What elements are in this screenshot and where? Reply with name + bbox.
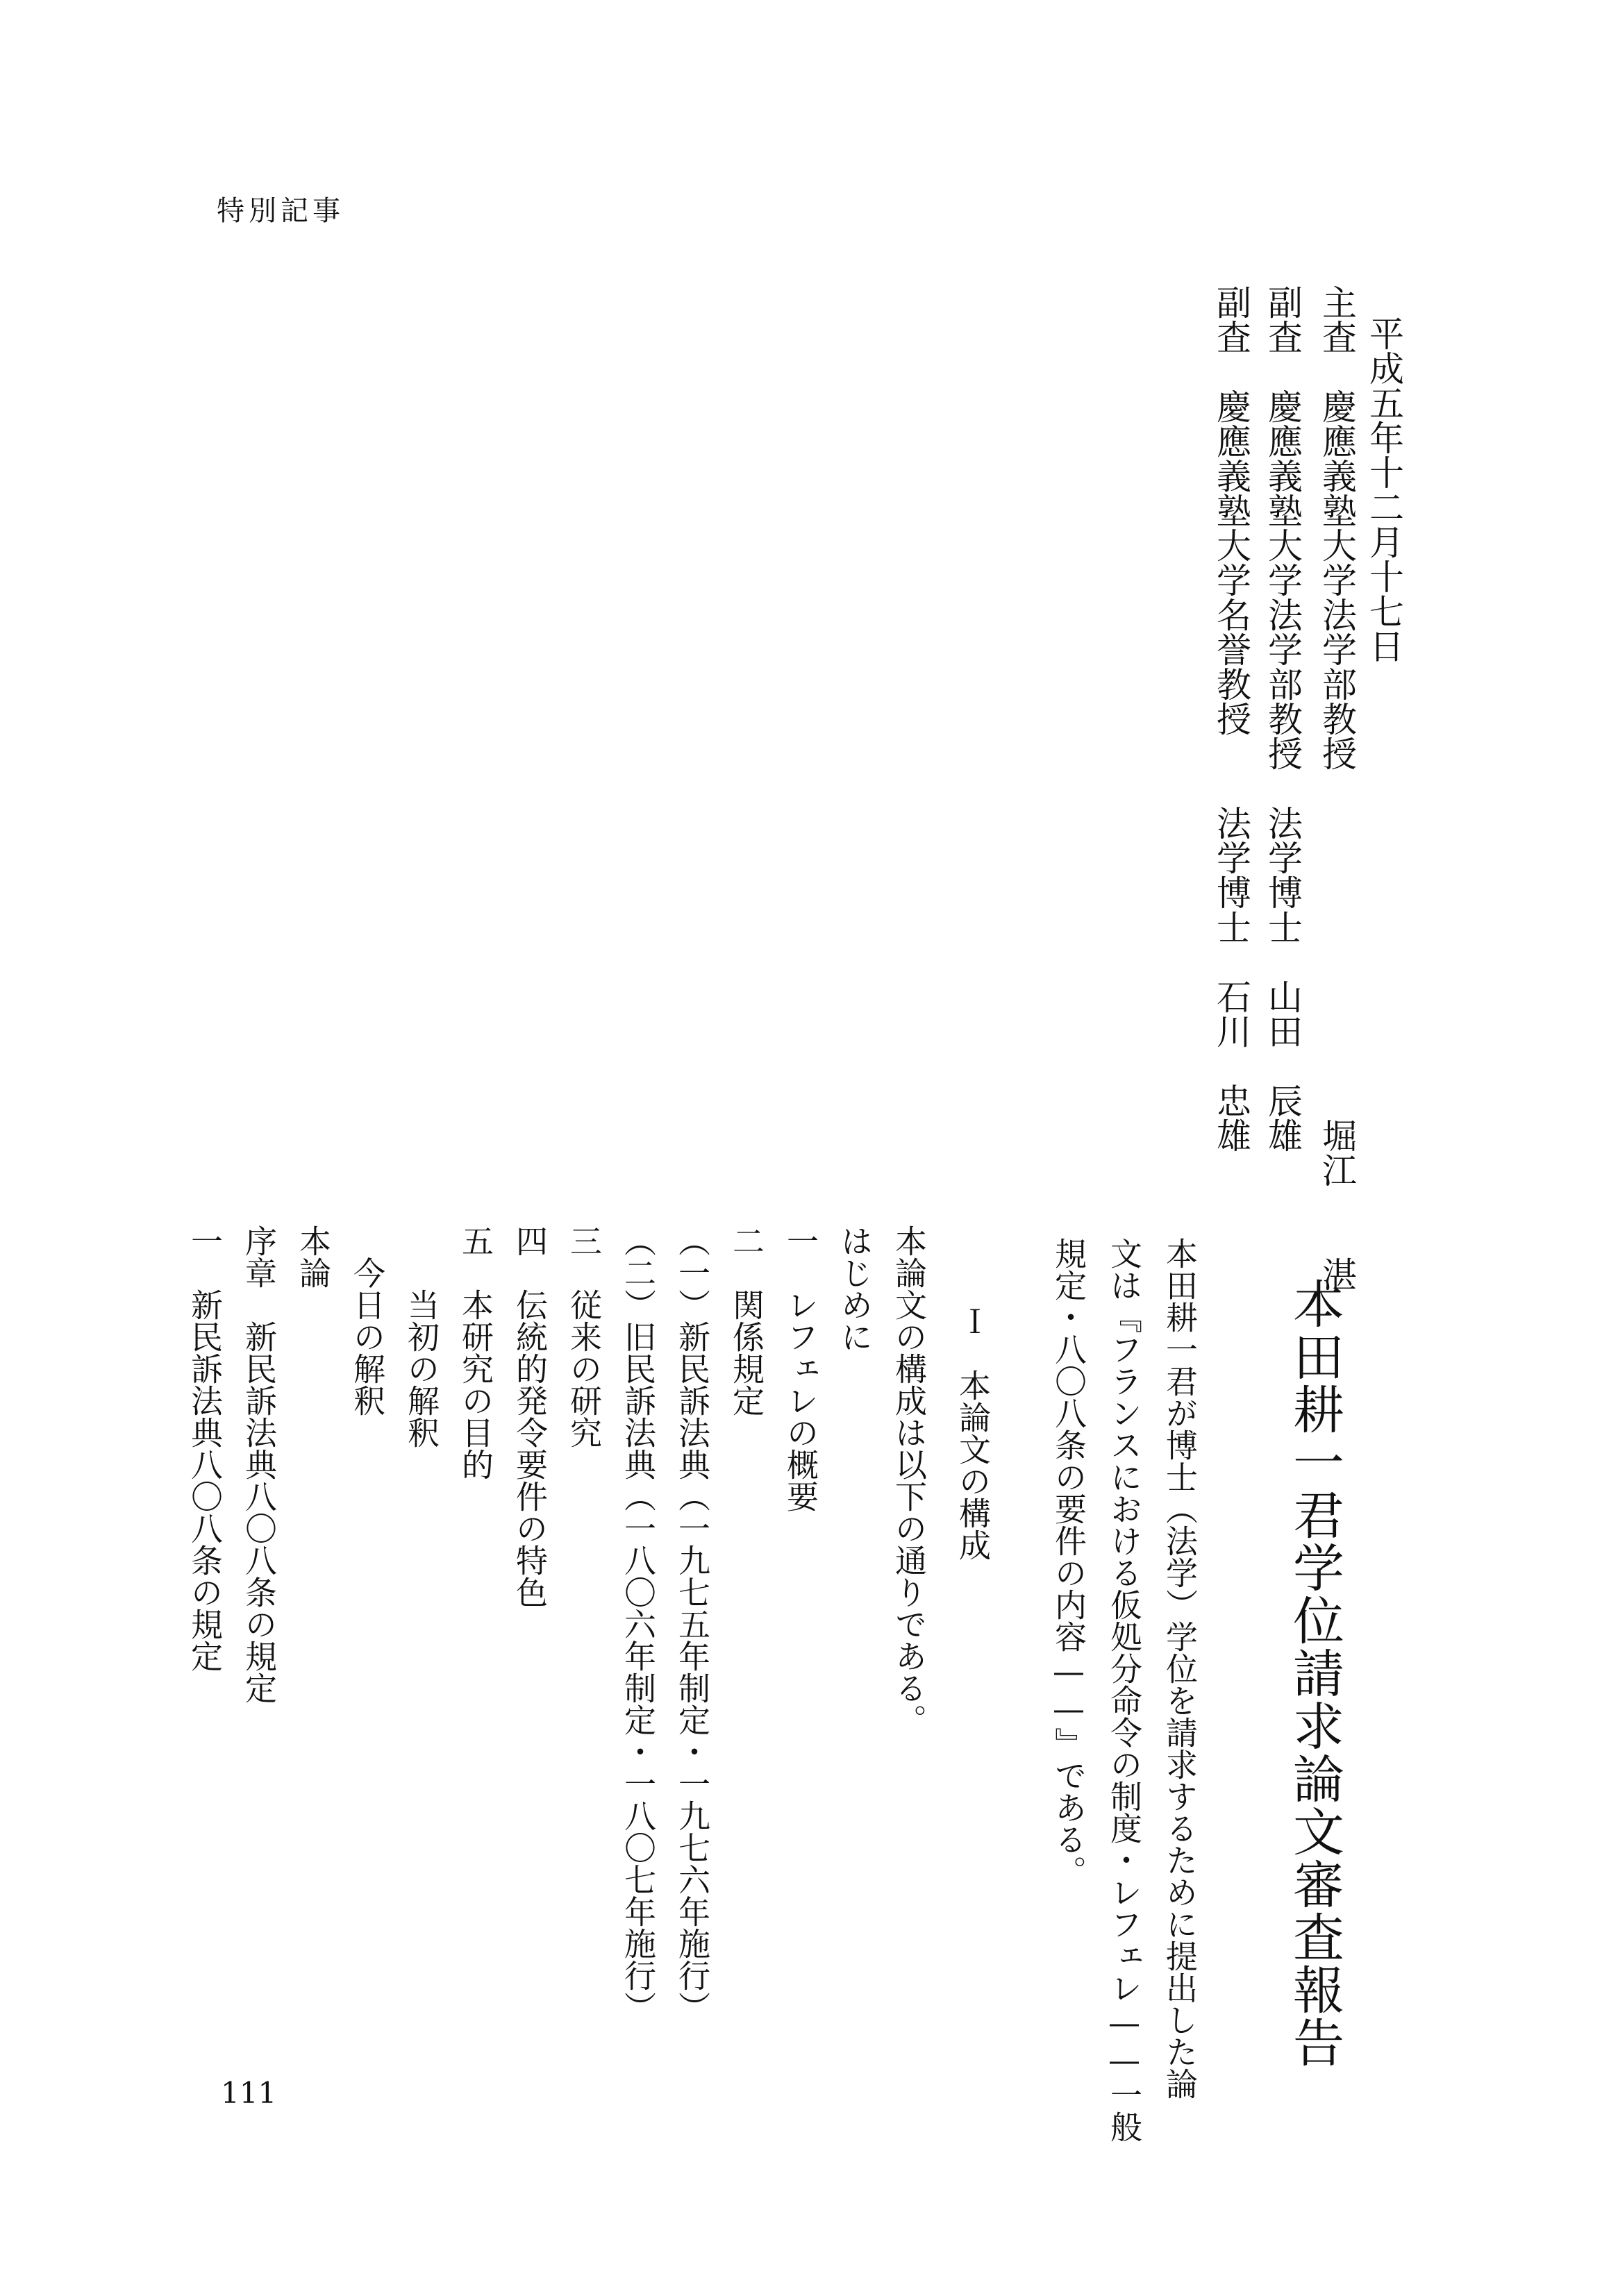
- page-number: 111: [221, 2076, 277, 2110]
- toc-item: （二）旧民訴法典（一八〇六年制定・一八〇七年施行）: [619, 1225, 657, 2023]
- section-header: 特別記事: [217, 195, 344, 227]
- toc-item: 四 伝統的発令要件の特色: [511, 1225, 549, 1608]
- toc-item: 一 新民訴法典八〇八条の規定: [186, 1225, 224, 1672]
- toc-item: 一 レフェレの概要: [782, 1225, 819, 1512]
- toc-item: 三 従来の研究: [565, 1225, 603, 1448]
- toc-item: はじめに: [836, 1225, 874, 1352]
- report-title: 本田耕一君学位請求論文審査報告: [1285, 1277, 1344, 2069]
- section-heading: Ｉ 本論文の構成: [954, 1305, 992, 1561]
- toc-item: 二 関係規定: [728, 1225, 765, 1416]
- toc-item: （一）新民訴法典（一九七五年制定・一九七六年施行）: [674, 1225, 711, 2023]
- toc-item: 本論: [294, 1225, 332, 1289]
- vice-examiner-1: 副査 慶應義塾大学法学部教授 法学博士 山田 辰雄: [1262, 285, 1303, 1153]
- intro-line-2: 文は『フランスにおける仮処分命令の制度・レフェレ——一般: [1106, 1237, 1143, 2143]
- intro-line-1: 本田耕一君が博士（法学）学位を請求するために提出した論: [1161, 1237, 1199, 2100]
- toc-item: 序章 新民訴法典八〇八条の規定: [240, 1225, 278, 1704]
- toc-item: 当初の解釈: [403, 1225, 440, 1448]
- vice-examiner-2: 副査 慶應義塾大学名誉教授 法学博士 石川 忠雄: [1211, 285, 1251, 1153]
- toc-item: 今日の解釈: [349, 1225, 386, 1416]
- intro-line-3: 規定・八〇八条の要件の内容——』である。: [1050, 1237, 1087, 1887]
- toc-item: 五 本研究の目的: [457, 1225, 494, 1480]
- chief-examiner: 主査 慶應義塾大学法学部教授 堀江 湛: [1317, 285, 1357, 1291]
- report-date: 平成五年十二月十七日: [1364, 316, 1404, 663]
- section-lead: 本論文の構成は以下の通りである。: [890, 1225, 928, 1736]
